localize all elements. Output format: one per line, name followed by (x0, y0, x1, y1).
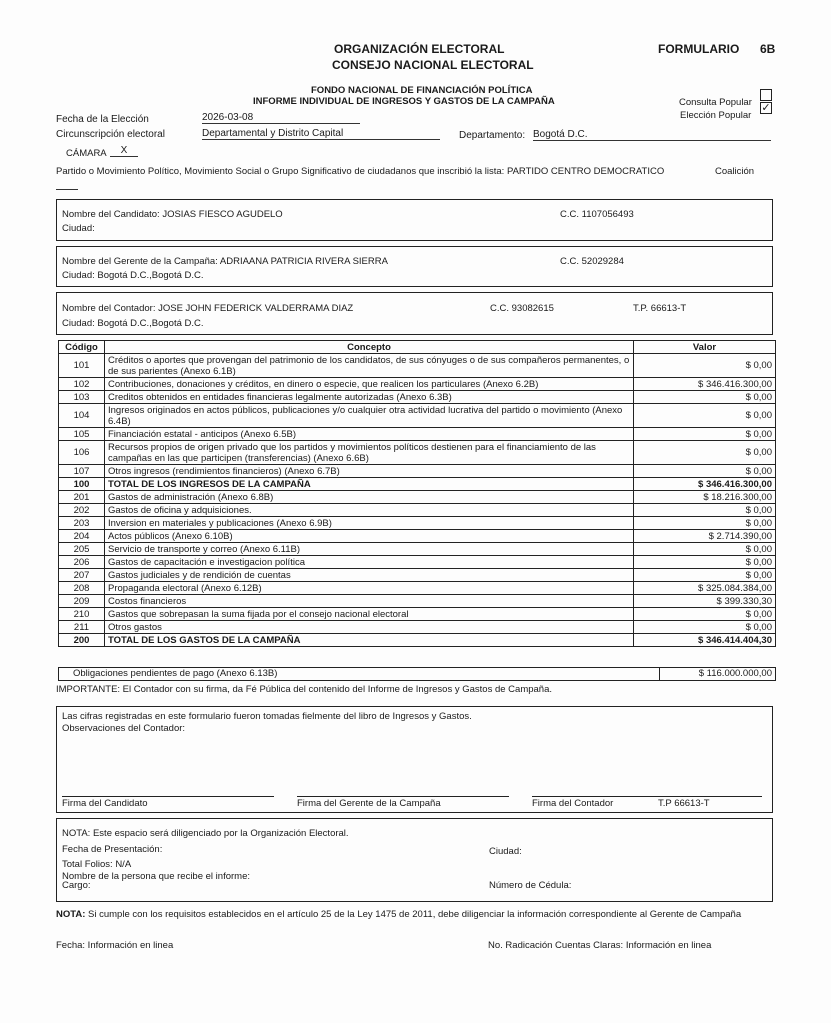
table-row (59, 428, 776, 441)
row-code: 206 (59, 556, 105, 569)
row-value: $ 0,00 (634, 428, 776, 441)
form-label: FORMULARIO (658, 42, 740, 56)
footer-nota (56, 908, 776, 922)
row-concept: Gastos judiciales y de rendición de cuentas (105, 569, 634, 582)
obligations-divider (659, 668, 660, 680)
row-value: $ 2.714.390,00 (634, 530, 776, 543)
row-value: $ 0,00 (634, 569, 776, 582)
table-total-row (59, 634, 776, 647)
obligations-row (58, 667, 776, 681)
row-value: $ 0,00 (634, 404, 776, 428)
candidate-ciudad: Ciudad: (62, 223, 95, 234)
manager-name: Nombre del Gerente de la Campaña: ADRIAANA PATRICIA RIVERA SIERRA (62, 256, 388, 267)
row-concept: Recursos propios de origen privado que los partidos y movimientos políticos destienen para el financiamiento de las campañas en las que participen (transferencias) (Anexo 6.6B) (105, 441, 634, 465)
partido-line: Partido o Movimiento Político, Movimiento Social o Grupo Significativo de ciudadanos que inscribió la lista: PARTIDO CENTRO DEMOCRATICO (56, 166, 665, 177)
accountant-signature-line (532, 796, 762, 797)
row-concept: Creditos obtenidos en entidades financieras legalmente autorizadas (Anexo 6.3B) (105, 391, 634, 404)
row-value: $ 0,00 (634, 621, 776, 634)
sig-accountant-label: Firma del Contador (532, 798, 614, 809)
electoral-nota: NOTA: Este espacio será diligenciado por la Organización Electoral. (62, 828, 349, 839)
table-row (59, 530, 776, 543)
table-row (59, 441, 776, 465)
footer-radicacion: No. Radicación Cuentas Claras: Información en linea (488, 940, 712, 951)
sig-tp-label: T.P 66613-T (658, 798, 710, 809)
total-folios: Total Folios: N/A (62, 859, 132, 870)
important-note: IMPORTANTE: El Contador con su firma, da Fé Pública del contenido del Informe de Ingresos y Gastos de Campaña. (56, 684, 552, 695)
header-valor: Valor (634, 341, 776, 354)
nombre-recibe-label: Nombre de la persona que recibe el informe: (62, 871, 250, 882)
table-row (59, 491, 776, 504)
manager-box (56, 246, 773, 287)
table-row (59, 569, 776, 582)
row-value: $ 0,00 (634, 465, 776, 478)
numero-cedula-label: Número de Cédula: (489, 880, 572, 891)
fecha-eleccion-value: 2026-03-08 (202, 112, 360, 124)
candidate-box (56, 199, 773, 241)
row-value: $ 18.216.300,00 (634, 491, 776, 504)
org-line-1: ORGANIZACIÓN ELECTORAL (334, 42, 505, 56)
obligations-value: $ 116.000.000,00 (698, 668, 772, 679)
header-codigo: Código (59, 341, 105, 354)
row-code: 104 (59, 404, 105, 428)
row-code: 203 (59, 517, 105, 530)
camara-label: CÁMARA (66, 148, 107, 159)
departamento-value: Bogotá D.C. (533, 129, 771, 141)
table-row (59, 621, 776, 634)
row-code: 205 (59, 543, 105, 556)
report-line: INFORME INDIVIDUAL DE INGRESOS Y GASTOS DE LA CAMPAÑA (253, 96, 555, 107)
table-row (59, 582, 776, 595)
row-value: $ 0,00 (634, 608, 776, 621)
row-concept: Financiación estatal - anticipos (Anexo 6.5B) (105, 428, 634, 441)
row-code: 103 (59, 391, 105, 404)
footer-nota-text: Si cumple con los requisitos establecidos en el artículo 25 de la Ley 1475 de 2011, debe diligenciar la información correspondiente al Gerente de Campaña (85, 909, 742, 920)
row-concept: Contribuciones, donaciones y créditos, en dinero o especie, que realicen los particulares (Anexo 6.2B) (105, 378, 634, 391)
observaciones-label: Observaciones del Contador: (62, 723, 186, 734)
row-value: $ 0,00 (634, 391, 776, 404)
row-code: 102 (59, 378, 105, 391)
row-code: 202 (59, 504, 105, 517)
row-code: 210 (59, 608, 105, 621)
check-icon: ✓ (761, 102, 771, 114)
coalicion-label: Coalición (715, 166, 755, 177)
row-value: $ 346.416.300,00 (634, 478, 776, 491)
row-concept: Propaganda electoral (Anexo 6.12B) (105, 582, 634, 595)
row-code: 200 (59, 634, 105, 647)
camara-value: X (110, 145, 138, 157)
sig-candidate-label: Firma del Candidato (62, 798, 148, 809)
row-value: $ 0,00 (634, 556, 776, 569)
table-row (59, 543, 776, 556)
row-concept: Ingresos originados en actos públicos, publicaciones y/o cualquier otra actividad lucrativa del partido o movimiento (Anexo 6.4B) (105, 404, 634, 428)
fecha-eleccion-label: Fecha de la Elección (56, 114, 149, 125)
consulta-popular-label: Consulta Popular (679, 97, 752, 108)
certification-text: Las cifras registradas en este formulario fueron tomadas fielmente del libro de Ingresos y Gastos. (62, 711, 472, 722)
circunscripcion-value: Departamental y Distrito Capital (202, 128, 440, 140)
candidate-name: Nombre del Candidato: JOSIAS FIESCO AGUDELO (62, 209, 283, 220)
row-concept: Otros ingresos (rendimientos financieros) (Anexo 6.7B) (105, 465, 634, 478)
cargo-label: Cargo: (62, 880, 91, 891)
row-concept: TOTAL DE LOS INGRESOS DE LA CAMPAÑA (105, 478, 634, 491)
table-row (59, 354, 776, 378)
row-code: 211 (59, 621, 105, 634)
table-row (59, 595, 776, 608)
row-concept: Actos públicos (Anexo 6.10B) (105, 530, 634, 543)
eleccion-popular-checkbox[interactable] (760, 102, 772, 114)
table-body (59, 354, 776, 647)
table-row (59, 391, 776, 404)
obligations-label: Obligaciones pendientes de pago (Anexo 6.13B) (73, 668, 278, 679)
departamento-label: Departamento: (459, 130, 526, 141)
row-value: $ 0,00 (634, 517, 776, 530)
circunscripcion-label: Circunscripción electoral (56, 129, 165, 140)
row-value: $ 325.084.384,00 (634, 582, 776, 595)
table-row (59, 608, 776, 621)
manager-ciudad: Ciudad: Bogotá D.C.,Bogotá D.C. (62, 270, 204, 281)
consulta-popular-checkbox[interactable] (760, 89, 772, 101)
candidate-signature-line (62, 796, 274, 797)
row-concept: Otros gastos (105, 621, 634, 634)
row-value: $ 346.414.404,30 (634, 634, 776, 647)
row-value: $ 0,00 (634, 504, 776, 517)
row-code: 207 (59, 569, 105, 582)
accountant-cc: C.C. 93082615 (490, 303, 554, 314)
table-total-row (59, 478, 776, 491)
form-number: 6B (760, 42, 776, 56)
eleccion-popular-label: Elección Popular (680, 110, 752, 121)
row-code: 101 (59, 354, 105, 378)
coalicion-blank (56, 189, 78, 190)
header-concepto: Concepto (105, 341, 634, 354)
org-line-2: CONSEJO NACIONAL ELECTORAL (332, 58, 534, 72)
row-value: $ 346.416.300,00 (634, 378, 776, 391)
table-row (59, 378, 776, 391)
table-row (59, 404, 776, 428)
accountant-box (56, 292, 773, 335)
accountant-name: Nombre del Contador: JOSE JOHN FEDERICK VALDERRAMA DIAZ (62, 303, 354, 314)
manager-signature-line (297, 796, 509, 797)
row-code: 208 (59, 582, 105, 595)
row-code: 105 (59, 428, 105, 441)
candidate-cc: C.C. 1107056493 (560, 209, 634, 220)
row-code: 201 (59, 491, 105, 504)
row-concept: Gastos de capacitación e investigacion política (105, 556, 634, 569)
row-value: $ 0,00 (634, 441, 776, 465)
table-row (59, 517, 776, 530)
row-concept: Costos financieros (105, 595, 634, 608)
certification-box (56, 706, 773, 813)
table-row (59, 504, 776, 517)
row-concept: Gastos que sobrepasan la suma fijada por el consejo nacional electoral (105, 608, 634, 621)
table-header-row (59, 341, 776, 354)
row-concept: Inversion en materiales y publicaciones (Anexo 6.9B) (105, 517, 634, 530)
row-code: 107 (59, 465, 105, 478)
row-concept: Créditos o aportes que provengan del patrimonio de los candidatos, de sus cónyuges o de sus compañeros permanentes, o de sus parientes (Anexo 6.1B) (105, 354, 634, 378)
row-concept: Servicio de transporte y correo (Anexo 6.11B) (105, 543, 634, 556)
row-value: $ 399.330,30 (634, 595, 776, 608)
row-code: 106 (59, 441, 105, 465)
row-code: 204 (59, 530, 105, 543)
table-row (59, 465, 776, 478)
row-value: $ 0,00 (634, 354, 776, 378)
row-code: 209 (59, 595, 105, 608)
sig-manager-label: Firma del Gerente de la Campaña (297, 798, 441, 809)
row-concept: Gastos de administración (Anexo 6.8B) (105, 491, 634, 504)
footer-fecha: Fecha: Información en linea (56, 940, 174, 951)
manager-cc: C.C. 52029284 (560, 256, 624, 267)
row-concept: Gastos de oficina y adquisiciones. (105, 504, 634, 517)
electoral-box (56, 818, 773, 902)
fund-line: FONDO NACIONAL DE FINANCIACIÓN POLÍTICA (311, 85, 533, 96)
footer-nota-label: NOTA: (56, 909, 86, 920)
row-value: $ 0,00 (634, 543, 776, 556)
accountant-tp: T.P. 66613-T (633, 303, 687, 314)
table-row (59, 556, 776, 569)
row-code: 100 (59, 478, 105, 491)
fecha-presentacion-label: Fecha de Presentación: (62, 844, 163, 855)
electoral-ciudad-label: Ciudad: (489, 846, 522, 857)
accountant-ciudad: Ciudad: Bogotá D.C.,Bogotá D.C. (62, 318, 204, 329)
income-expense-table (58, 340, 776, 647)
row-concept: TOTAL DE LOS GASTOS DE LA CAMPAÑA (105, 634, 634, 647)
